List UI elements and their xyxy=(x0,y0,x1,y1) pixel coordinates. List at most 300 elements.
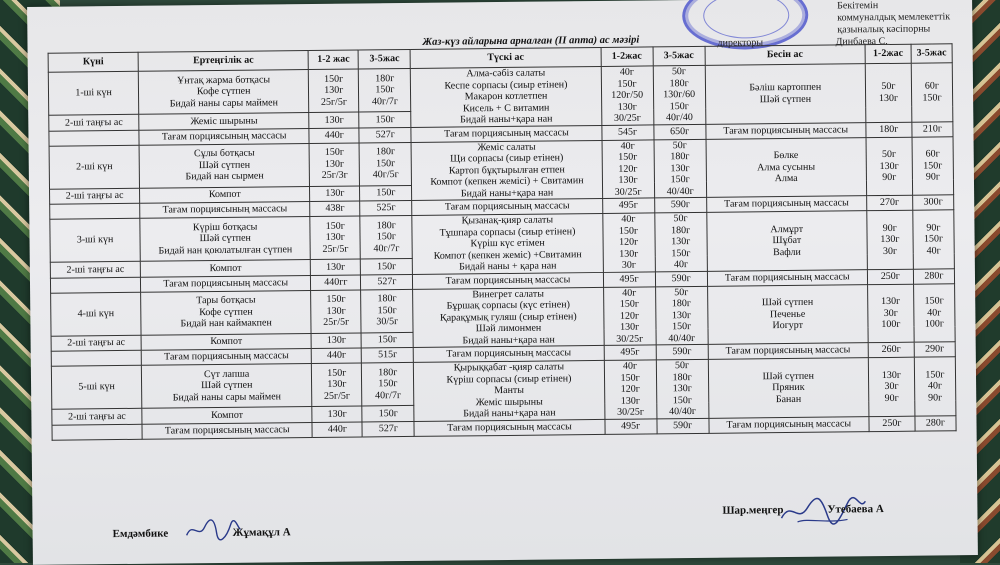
total-label-dinner: Тағам порциясының массасы xyxy=(706,196,866,213)
dinner-portion-3-5-line-2: 150г xyxy=(922,92,942,104)
breakfast-items-line-3: Бидай нан каймакпен xyxy=(180,317,272,330)
breakfast-portion-3-5-line-2: 150г xyxy=(375,84,395,96)
total-label-breakfast: Тағам порциясының массасы xyxy=(141,349,311,366)
lunch-items-line-2: Щи сорпасы (сиыр етінен) xyxy=(450,152,564,165)
lunch-items-line-1: Алма-сәбіз салаты xyxy=(466,67,546,80)
dinner-portion-3-5 xyxy=(914,357,956,416)
dinner-portion-1-2-line-1: 50г xyxy=(881,148,897,161)
total-breakfast-3-5: 527г xyxy=(359,127,411,143)
breakfast-portion-3-5-line-1: 180г xyxy=(378,367,398,379)
dinner-portion-1-2-line-3: 100г xyxy=(881,318,901,331)
lunch-portion-1-2-line-2: 150г xyxy=(618,151,638,163)
lunch-items xyxy=(413,287,604,347)
lunch-items-line-5: Бидай наны+қара нан xyxy=(460,113,553,126)
head-name: Утебаева А xyxy=(827,503,884,516)
total-label-lunch: Тағам порциясының массасы xyxy=(412,198,602,215)
lunch-items-line-2: Бұршақ сорпасы (күс етінен) xyxy=(446,299,570,312)
approval-line-1: Бекітемін xyxy=(837,0,879,12)
breakfast-items-line-3: Бидай нан қоюлатылған сүтпен xyxy=(158,244,293,257)
breakfast-items-line-3: Бидай нан сырмен xyxy=(185,170,264,183)
total-breakfast-1-2: 440г xyxy=(311,348,361,364)
day-label: 1-ші күн xyxy=(48,71,139,115)
total-lunch-3-5: 590г xyxy=(656,344,708,360)
snack-item: Жеміс шырыны xyxy=(139,113,309,130)
day-label: 2-ші күн xyxy=(49,145,140,189)
dinner-portion-1-2-line-1: 130г xyxy=(880,295,901,308)
lunch-portion-3-5-line-2: 180г xyxy=(671,298,692,310)
lunch-portion-3-5-line-4: 150г xyxy=(672,394,693,406)
snack-portion-3-5: 150г xyxy=(361,332,413,348)
dinner-items-line-1: Бәліш картоппен xyxy=(749,81,822,94)
lunch-portion-1-2 xyxy=(601,66,654,125)
total-label-breakfast: Тағам порциясының массасы xyxy=(140,202,310,219)
snack-portion-3-5: 150г xyxy=(361,259,413,275)
breakfast-items-line-1: Күріш ботқасы xyxy=(192,221,258,234)
breakfast-items xyxy=(139,143,310,188)
lunch-portion-3-5 xyxy=(654,212,707,271)
breakfast-items-line-2: Кофе сүтпен xyxy=(199,306,253,319)
total-breakfast-1-2: 440гг xyxy=(311,274,361,290)
dinner-items xyxy=(706,137,867,197)
dinner-portion-1-2-line-2: 30г xyxy=(883,307,898,319)
breakfast-portion-1-2 xyxy=(309,142,359,186)
day-label: 5-ші күн xyxy=(51,365,142,409)
header-dinner: Бесін ас xyxy=(705,45,865,66)
breakfast-portion-3-5 xyxy=(362,362,414,406)
lunch-portion-1-2-line-5: 30г xyxy=(621,259,637,271)
dinner-portion-3-5-line-3: 100г xyxy=(924,318,945,330)
lunch-items-line-3: Қарақұмық гуляш (сиыр етінен) xyxy=(439,310,577,324)
dinner-portion-3-5-line-2: 40г xyxy=(927,306,942,319)
dinner-portion-3-5-line-2: 150г xyxy=(923,159,943,172)
dinner-items-line-2: Шұбат xyxy=(772,234,802,247)
dinner-portion-3-5-line-2: 150г xyxy=(923,233,944,245)
day-row xyxy=(50,210,954,263)
lunch-portion-3-5 xyxy=(656,359,709,418)
snack-item: Компот xyxy=(142,407,312,424)
lunch-items-line-1: Қырыққабат -қияр салаты xyxy=(453,361,565,374)
breakfast-portion-3-5 xyxy=(359,68,411,112)
breakfast-items xyxy=(141,290,312,335)
breakfast-portion-1-2-line-1: 150г xyxy=(324,73,344,85)
dinner-items-line-3: Банан xyxy=(775,393,802,405)
lunch-portion-1-2 xyxy=(603,286,656,345)
header-age-3-5-lunch: 3-5жас xyxy=(653,46,705,66)
lunch-portion-1-2-line-3: 120г xyxy=(618,163,638,175)
dinner-portion-1-2 xyxy=(865,63,912,122)
total-dinner-1-2: 180г xyxy=(866,122,912,137)
dinner-items-line-3: Иогурт xyxy=(772,319,804,332)
lunch-portion-1-2-line-2: 150г xyxy=(618,225,639,237)
lunch-items-line-1: Қызанақ-қияр салаты xyxy=(461,214,554,227)
snack-portion-3-5: 150г xyxy=(359,112,411,128)
dinner-portion-3-5-line-1: 150г xyxy=(925,368,945,381)
lunch-portion-3-5-line-5: 40г xyxy=(673,259,689,271)
breakfast-portion-1-2-line-1: 150г xyxy=(327,367,347,379)
dinner-portion-3-5 xyxy=(913,283,955,342)
lunch-portion-1-2-line-1: 40г xyxy=(621,213,636,225)
dinner-portion-3-5-line-3: 90г xyxy=(925,171,940,183)
breakfast-items-line-1: Ұнтақ жарма ботқасы xyxy=(176,74,271,87)
breakfast-portion-1-2-line-1: 150г xyxy=(324,147,345,159)
lunch-portion-1-2-line-1: 40г xyxy=(622,360,638,372)
breakfast-items xyxy=(141,364,312,409)
total-blank xyxy=(50,203,140,219)
lunch-items xyxy=(411,140,602,200)
menu-table xyxy=(48,43,957,440)
lunch-items-line-5: Бидай наны+қара нан xyxy=(460,186,554,199)
lunch-portion-1-2-line-2: 150г xyxy=(620,372,640,384)
dinner-portion-3-5 xyxy=(911,63,953,122)
breakfast-portion-1-2-line-3: 25г/3г xyxy=(321,170,348,182)
breakfast-portion-1-2-line-3: 25г/5г xyxy=(320,96,347,108)
document-title: Жаз-күз айларына арналған (II апта) ас мәзірі xyxy=(422,34,640,48)
dinner-portion-1-2-line-1: 90г xyxy=(882,222,897,234)
lunch-items-line-2: Күріш сорпасы (сиыр етінен) xyxy=(446,372,572,386)
lunch-items-line-4: Компот (кепкен жеміс) +Свитамин xyxy=(433,248,582,262)
breakfast-portion-1-2-line-2: 130г xyxy=(325,232,345,244)
approval-block xyxy=(717,0,951,50)
breakfast-portion-1-2-line-1: 150г xyxy=(325,220,345,232)
day-row xyxy=(51,357,955,410)
lunch-portion-1-2-line-4: 130г xyxy=(620,395,640,407)
dinner-items-line-2: Печенье xyxy=(769,308,806,320)
breakfast-portion-3-5-line-1: 180г xyxy=(377,293,397,305)
lunch-items-line-2: Тұшпара сорпасы (сиыр етінен) xyxy=(439,225,576,239)
approval-line-2: коммуналдық мемлекеттік xyxy=(837,11,951,24)
dinner-portion-1-2 xyxy=(868,357,915,416)
breakfast-portion-3-5-line-2: 150г xyxy=(378,378,398,390)
dinner-items xyxy=(705,64,866,124)
lunch-portion-3-5-line-3: 130г xyxy=(672,383,692,395)
breakfast-portion-1-2-line-2: 130г xyxy=(326,305,346,317)
lunch-items-line-4: Шәй лимонмен xyxy=(475,322,542,335)
total-label-breakfast: Тағам порциясының массасы xyxy=(139,128,309,145)
lunch-items-line-3: Макарон котлетпен xyxy=(464,90,548,103)
menu-sheet xyxy=(27,0,978,565)
dinner-portion-1-2-line-3: 90г xyxy=(884,392,899,404)
lunch-portion-3-5-line-4: 150г xyxy=(670,174,690,186)
lunch-portion-3-5-line-1: 50г xyxy=(671,66,687,78)
total-label-lunch: Тағам порциясының массасы xyxy=(414,419,604,436)
total-dinner-1-2: 270г xyxy=(866,195,912,210)
snack-portion-3-5: 150г xyxy=(362,406,414,422)
day-label: 4-ші күн xyxy=(51,292,142,336)
lunch-portion-1-2-line-4: 130г xyxy=(617,101,637,113)
total-lunch-1-2: 495г xyxy=(602,198,654,214)
total-dinner-3-5: 300г xyxy=(913,195,954,210)
lunch-items-line-5: Бидай наны+қара нан xyxy=(463,407,556,420)
breakfast-items-line-1: Сүт лапша xyxy=(203,368,250,381)
day-row xyxy=(49,136,953,189)
lunch-items-line-3: Картоп бұқтырылған етпен xyxy=(448,163,565,177)
approval-line-3: қазыналық кәсіпорны xyxy=(837,23,931,36)
dinner-portion-1-2-line-3: 90г xyxy=(882,171,897,184)
lunch-portion-3-5-line-4: 150г xyxy=(672,321,692,333)
snack-item: Компот xyxy=(141,333,311,350)
breakfast-portion-3-5-line-3: 40г/7г xyxy=(374,389,402,402)
snack-label: 2-ші таңғы ас xyxy=(50,188,140,204)
header-breakfast: Ертеңгілік ас xyxy=(138,51,308,72)
approval-line-4: директоры xyxy=(717,37,764,49)
breakfast-portion-1-2-line-3: 25г/5г xyxy=(323,317,350,329)
total-breakfast-3-5: 527г xyxy=(361,274,413,290)
director-name: Динбаева С. xyxy=(835,35,888,48)
dinner-portion-3-5-line-3: 40г xyxy=(926,244,941,257)
snack-portion-1-2: 130г xyxy=(312,406,362,422)
total-label-lunch: Тағам порциясының массасы xyxy=(413,272,603,289)
dinner-portion-3-5-line-1: 150г xyxy=(924,295,944,307)
lunch-portion-3-5-line-4: 150г xyxy=(671,247,691,259)
breakfast-portion-3-5-line-2: 150г xyxy=(376,158,396,170)
dinner-items-line-1: Бөлке xyxy=(773,149,799,162)
dinner-portion-3-5 xyxy=(913,210,955,269)
day-row xyxy=(51,283,955,336)
snack-item: Компот xyxy=(140,186,310,203)
lunch-items-line-4: Жеміс шырыны xyxy=(475,396,543,408)
lunch-portion-3-5-line-2: 180г xyxy=(670,151,690,163)
total-lunch-3-5: 590г xyxy=(657,418,709,434)
total-label-dinner: Тағам порциясының массасы xyxy=(708,343,868,360)
lunch-portion-3-5-line-4: 150г xyxy=(669,100,689,112)
lunch-portion-1-2-line-2: 150г xyxy=(617,78,637,90)
lunch-portion-3-5-line-5: 40/40г xyxy=(669,405,697,418)
breakfast-portion-3-5 xyxy=(360,215,412,259)
breakfast-portion-1-2 xyxy=(312,363,362,407)
lunch-portion-3-5 xyxy=(655,286,708,345)
lunch-portion-1-2-line-5: 30/25г xyxy=(614,186,642,198)
lunch-portion-3-5-line-5: 40г/40 xyxy=(665,111,693,124)
lunch-portion-1-2-line-3: 120г/50 xyxy=(611,89,644,101)
breakfast-portion-1-2 xyxy=(310,216,360,260)
lunch-portion-1-2 xyxy=(604,360,657,419)
snack-label: 2-ші таңғы ас xyxy=(49,115,139,131)
dinner-items-line-2: Шәй сүтпен xyxy=(759,93,812,106)
breakfast-portion-3-5-line-3: 40г/7г xyxy=(373,242,400,255)
lunch-items xyxy=(412,213,603,273)
breakfast-portion-3-5 xyxy=(361,289,413,333)
lunch-portion-3-5-line-5: 40/40г xyxy=(668,332,696,344)
lunch-items xyxy=(414,360,605,420)
lunch-items-line-3: Манты xyxy=(494,384,525,397)
breakfast-portion-3-5-line-1: 180г xyxy=(376,220,396,232)
header-age-3-5: 3-5жас xyxy=(358,49,410,69)
lunch-portion-1-2-line-3: 120г xyxy=(619,310,640,322)
lunch-portion-1-2-line-3: 120г xyxy=(620,383,640,395)
breakfast-portion-1-2 xyxy=(311,289,361,333)
lunch-portion-3-5-line-1: 50г xyxy=(674,286,689,298)
dinner-portion-3-5-line-2: 40г xyxy=(927,380,943,392)
lunch-items-line-4: Компот (кепкен жемісі) + Свитамин xyxy=(430,175,584,188)
dinner-items xyxy=(707,284,868,344)
dinner-portion-3-5-line-1: 60г xyxy=(925,148,940,160)
dinner-portion-1-2-line-2: 130г xyxy=(880,233,900,246)
total-blank xyxy=(51,350,141,366)
breakfast-portion-1-2-line-2: 130г xyxy=(324,158,345,170)
lunch-items xyxy=(411,66,602,126)
breakfast-items-line-2: Шәй сүтпен xyxy=(201,380,253,392)
breakfast-items xyxy=(138,70,309,115)
lunch-items-line-5: Бидай наны + қара нан xyxy=(459,260,557,273)
dinner-portion-3-5-line-1: 60г xyxy=(924,80,940,92)
lunch-portion-3-5-line-1: 50г xyxy=(673,213,688,225)
snack-portion-1-2: 130г xyxy=(311,333,361,349)
snack-label: 2-ші таңғы ас xyxy=(51,335,141,351)
lunch-portion-1-2-line-5: 30/25г xyxy=(613,112,641,124)
dinner-items-line-3: Алма xyxy=(774,172,798,185)
total-dinner-1-2: 250г xyxy=(867,269,913,284)
breakfast-portion-3-5-line-3: 30/5г xyxy=(376,316,399,328)
breakfast-portion-1-2 xyxy=(309,69,359,113)
breakfast-portion-1-2-line-2: 130г xyxy=(327,379,347,391)
lunch-portion-1-2-line-4: 130г xyxy=(619,248,639,260)
total-breakfast-1-2: 440г xyxy=(312,421,362,437)
total-lunch-1-2: 545г xyxy=(601,124,653,140)
lunch-portion-1-2-line-1: 40г xyxy=(620,140,635,152)
header-day: Күні xyxy=(48,52,138,72)
lunch-portion-1-2-line-5: 30/25г xyxy=(616,333,644,345)
breakfast-items-line-1: Тары ботқасы xyxy=(196,295,256,307)
dietitian-name: Жұмақұл А xyxy=(232,526,291,539)
total-breakfast-1-2: 440г xyxy=(309,127,359,143)
lunch-portion-3-5 xyxy=(654,139,707,198)
lunch-portion-1-2-line-4: 130г xyxy=(618,174,638,186)
total-label-lunch: Тағам порциясының массасы xyxy=(414,345,604,362)
dinner-portion-1-2-line-3: 30г xyxy=(882,245,898,257)
dinner-items xyxy=(708,358,869,418)
dinner-items xyxy=(706,211,867,271)
breakfast-items-line-2: Шәй сүтпен xyxy=(198,159,251,172)
lunch-portion-1-2-line-3: 120г xyxy=(619,236,639,248)
head-role: Шар.меңгер xyxy=(722,504,784,517)
header-age-1-2: 1-2 жас xyxy=(308,50,358,70)
lunch-items-line-4: Кисель + С витамин xyxy=(462,101,550,114)
lunch-portion-3-5-line-2: 180г xyxy=(671,224,691,236)
header-age-1-2-dinner: 1-2жас xyxy=(865,44,911,63)
dinner-items-line-1: Шәй сүтпен xyxy=(762,370,814,382)
dietitian-role: Емдәмбике xyxy=(112,527,169,541)
dinner-items-line-1: Шәй сүтпен xyxy=(761,296,814,309)
dinner-portion-1-2-line-2: 130г xyxy=(878,92,899,104)
header-lunch: Түскі ас xyxy=(410,47,600,68)
total-breakfast-1-2: 438г xyxy=(310,201,360,217)
lunch-portion-1-2-line-2: 150г xyxy=(619,298,639,310)
breakfast-portion-1-2-line-2: 130г xyxy=(324,85,344,97)
lunch-items-line-1: Винегрет салаты xyxy=(472,288,544,300)
lunch-portion-1-2 xyxy=(602,139,655,198)
dinner-portion-3-5-line-3: 90г xyxy=(928,391,943,404)
lunch-portion-1-2-line-1: 40г xyxy=(622,287,637,299)
total-label-dinner: Тағам порциясының массасы xyxy=(709,416,869,433)
dinner-portion-1-2-line-2: 130г xyxy=(879,160,899,172)
dinner-items-line-2: Пряник xyxy=(772,381,805,394)
total-label-dinner: Тағам порциясының массасы xyxy=(707,269,867,286)
total-dinner-1-2: 260г xyxy=(868,342,914,357)
dinner-portion-1-2-line-2: 30г xyxy=(884,380,899,393)
dinner-items-line-2: Алма сусыны xyxy=(757,161,816,173)
menu-body xyxy=(48,63,956,440)
total-lunch-3-5: 650г xyxy=(653,124,705,140)
total-lunch-3-5: 590г xyxy=(654,197,706,213)
dinner-items-line-3: Вафли xyxy=(773,246,801,258)
breakfast-items-line-1: Сұлы ботқасы xyxy=(193,148,255,160)
total-lunch-1-2: 495г xyxy=(604,345,656,361)
day-row xyxy=(48,63,952,116)
header-age-1-2-lunch: 1-2жас xyxy=(601,47,653,67)
lunch-portion-3-5-line-2: 180г xyxy=(672,371,692,383)
total-dinner-3-5: 290г xyxy=(914,342,955,357)
total-lunch-1-2: 495г xyxy=(605,418,657,434)
breakfast-portion-1-2-line-1: 150г xyxy=(326,294,346,306)
snack-portion-1-2: 130г xyxy=(309,112,359,128)
lunch-portion-3-5-line-3: 130г/60 xyxy=(663,88,696,101)
breakfast-portion-3-5-line-3: 40г/7г xyxy=(371,96,399,108)
breakfast-items-line-3: Бидай наны сары маймен xyxy=(169,97,278,110)
breakfast-items-line-2: Кофе сүтпен xyxy=(196,86,251,98)
total-label-dinner: Тағам порциясының массасы xyxy=(706,122,866,139)
lunch-portion-3-5-line-3: 130г xyxy=(671,236,691,248)
total-breakfast-3-5: 527г xyxy=(362,421,414,437)
total-label-breakfast: Тағам порциясының массасы xyxy=(141,275,311,292)
lunch-portion-3-5-line-1: 50г xyxy=(674,360,690,372)
breakfast-portion-3-5-line-2: 150г xyxy=(376,231,396,243)
total-dinner-3-5: 210г xyxy=(912,121,953,136)
breakfast-portion-3-5-line-1: 180г xyxy=(375,146,396,158)
total-dinner-3-5: 280г xyxy=(915,415,956,430)
total-lunch-3-5: 590г xyxy=(655,271,707,287)
lunch-portion-3-5-line-2: 180г xyxy=(669,77,689,89)
breakfast-portion-3-5-line-2: 150г xyxy=(377,305,397,317)
lunch-portion-3-5-line-5: 40/40г xyxy=(666,185,694,197)
dinner-portion-1-2-line-1: 50г xyxy=(881,81,896,93)
total-dinner-1-2: 250г xyxy=(869,416,915,431)
lunch-items-line-1: Жеміс салаты xyxy=(477,141,536,153)
breakfast-portion-1-2-line-3: 25г/5г xyxy=(322,243,349,255)
lunch-portion-1-2-line-5: 30/25г xyxy=(616,406,644,418)
dinner-portion-3-5-line-1: 90г xyxy=(926,221,941,234)
total-blank xyxy=(50,277,140,293)
lunch-items-line-5: Бидай наны+қара нан xyxy=(462,333,555,346)
snack-label: 2-ші таңғы ас xyxy=(50,262,140,278)
dinner-portion-1-2 xyxy=(867,210,914,269)
total-blank xyxy=(49,130,139,146)
breakfast-portion-3-5-line-1: 180г xyxy=(375,73,395,85)
lunch-items-line-2: Кеспе сорпасы (сиыр етінен) xyxy=(444,78,568,92)
lunch-portion-3-5-line-3: 130г xyxy=(671,309,692,321)
total-label-lunch: Тағам порциясының массасы xyxy=(411,125,601,142)
dinner-portion-1-2-line-1: 130г xyxy=(881,369,901,381)
breakfast-items xyxy=(140,217,311,262)
dinner-items-line-1: Алмұрт xyxy=(770,223,804,235)
lunch-portion-3-5-line-3: 130г xyxy=(670,162,690,174)
snack-label: 2-ші таңғы ас xyxy=(52,409,142,425)
lunch-portion-3-5 xyxy=(653,65,706,124)
total-breakfast-3-5: 515г xyxy=(362,347,414,363)
lunch-portion-1-2 xyxy=(602,213,655,272)
lunch-portion-1-2-line-4: 130г xyxy=(619,321,640,333)
dinner-portion-3-5 xyxy=(912,136,954,195)
breakfast-portion-3-5 xyxy=(359,142,411,186)
lunch-portion-3-5-line-1: 50г xyxy=(672,139,687,151)
lunch-items-line-3: Күріш күс етімен xyxy=(470,237,545,250)
header-age-3-5-dinner: 3-5жас xyxy=(911,44,952,63)
total-dinner-3-5: 280г xyxy=(913,268,954,283)
breakfast-portion-1-2-line-3: 25г/5г xyxy=(323,390,351,402)
total-blank xyxy=(52,424,142,440)
breakfast-portion-3-5-line-3: 40г/5г xyxy=(372,169,399,181)
total-lunch-1-2: 495г xyxy=(603,271,655,287)
breakfast-items-line-2: Шәй сүтпен xyxy=(199,233,251,245)
